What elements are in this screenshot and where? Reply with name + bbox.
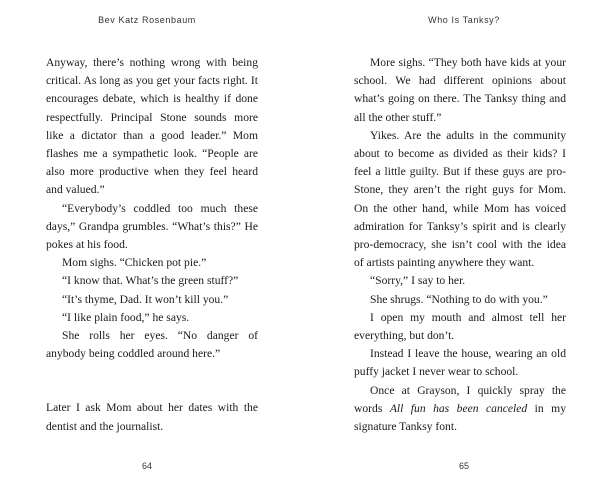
paragraph: Mom sighs. “Chicken pot pie.” [62,256,207,270]
paragraph: She rolls her eyes. “No danger of anybody being coddled around here.” [46,329,258,361]
paragraph: “I know that. What’s the green stuff?” [62,274,239,288]
running-head-title: Who Is Tanksy? [428,15,500,25]
paragraph: She shrugs. “Nothing to do with you.” [370,292,548,306]
paragraph [354,382,566,437]
paragraph: “Everybody’s coddled too much these days,” Grandpa grumbles. “What’s this?” He pokes at his food. [46,201,258,252]
page-number: 64 [141,461,152,471]
section-break-paragraph: Later I ask Mom about her dates with the dentist and the journalist. [46,401,258,433]
paragraph: Anyway, there’s nothing wrong with being critical. As long as you get your facts right. It encourages debate, which is healthy if done respectfully. Principal Stone sounds more like a dictator than a good leader.” Mom flashes me a sympathetic look. “People are also more productive when they feel heard and valued.” [46,56,258,197]
paragraph: “Sorry,” I say to her. [370,274,466,288]
paragraph-text: in my signature Tanksy font. [354,401,566,434]
spray-paint-words: All fun has been canceled [389,401,528,415]
running-head-author: Bev Katz Rosenbaum [98,15,196,25]
paragraph: Instead I leave the house, wearing an old puffy jacket I never wear to school. [354,347,566,379]
paragraph: “I like plain food,” he says. [62,310,190,324]
right-page [306,0,612,504]
right-page-body [354,54,566,436]
paragraph: I open my mouth and almost tell her everything, but don’t. [354,310,566,343]
paragraph: More sighs. “They both have kids at your school. We had different opinions about what’s going on there. The Tanksy thing and all the other stuff.” [354,56,566,124]
paragraph: “It’s thyme, Dad. It won’t kill you.” [62,292,229,306]
left-page-body [46,54,258,436]
page-number: 65 [458,461,469,471]
paragraph: Yikes. Are the adults in the community about to become as divided as their kids? I feel a little guilty. But if these guys are pro-Stone, they aren’t the right guys for Mom. On the other hand, while Mom has voiced admiration for Tanksy’s spirit and is clearly pro-democracy, she isn’t cool with the idea of artists painting anywhere they want. [354,128,566,270]
paragraph-text: Once at Grayson, I quickly spray the words [354,383,566,415]
